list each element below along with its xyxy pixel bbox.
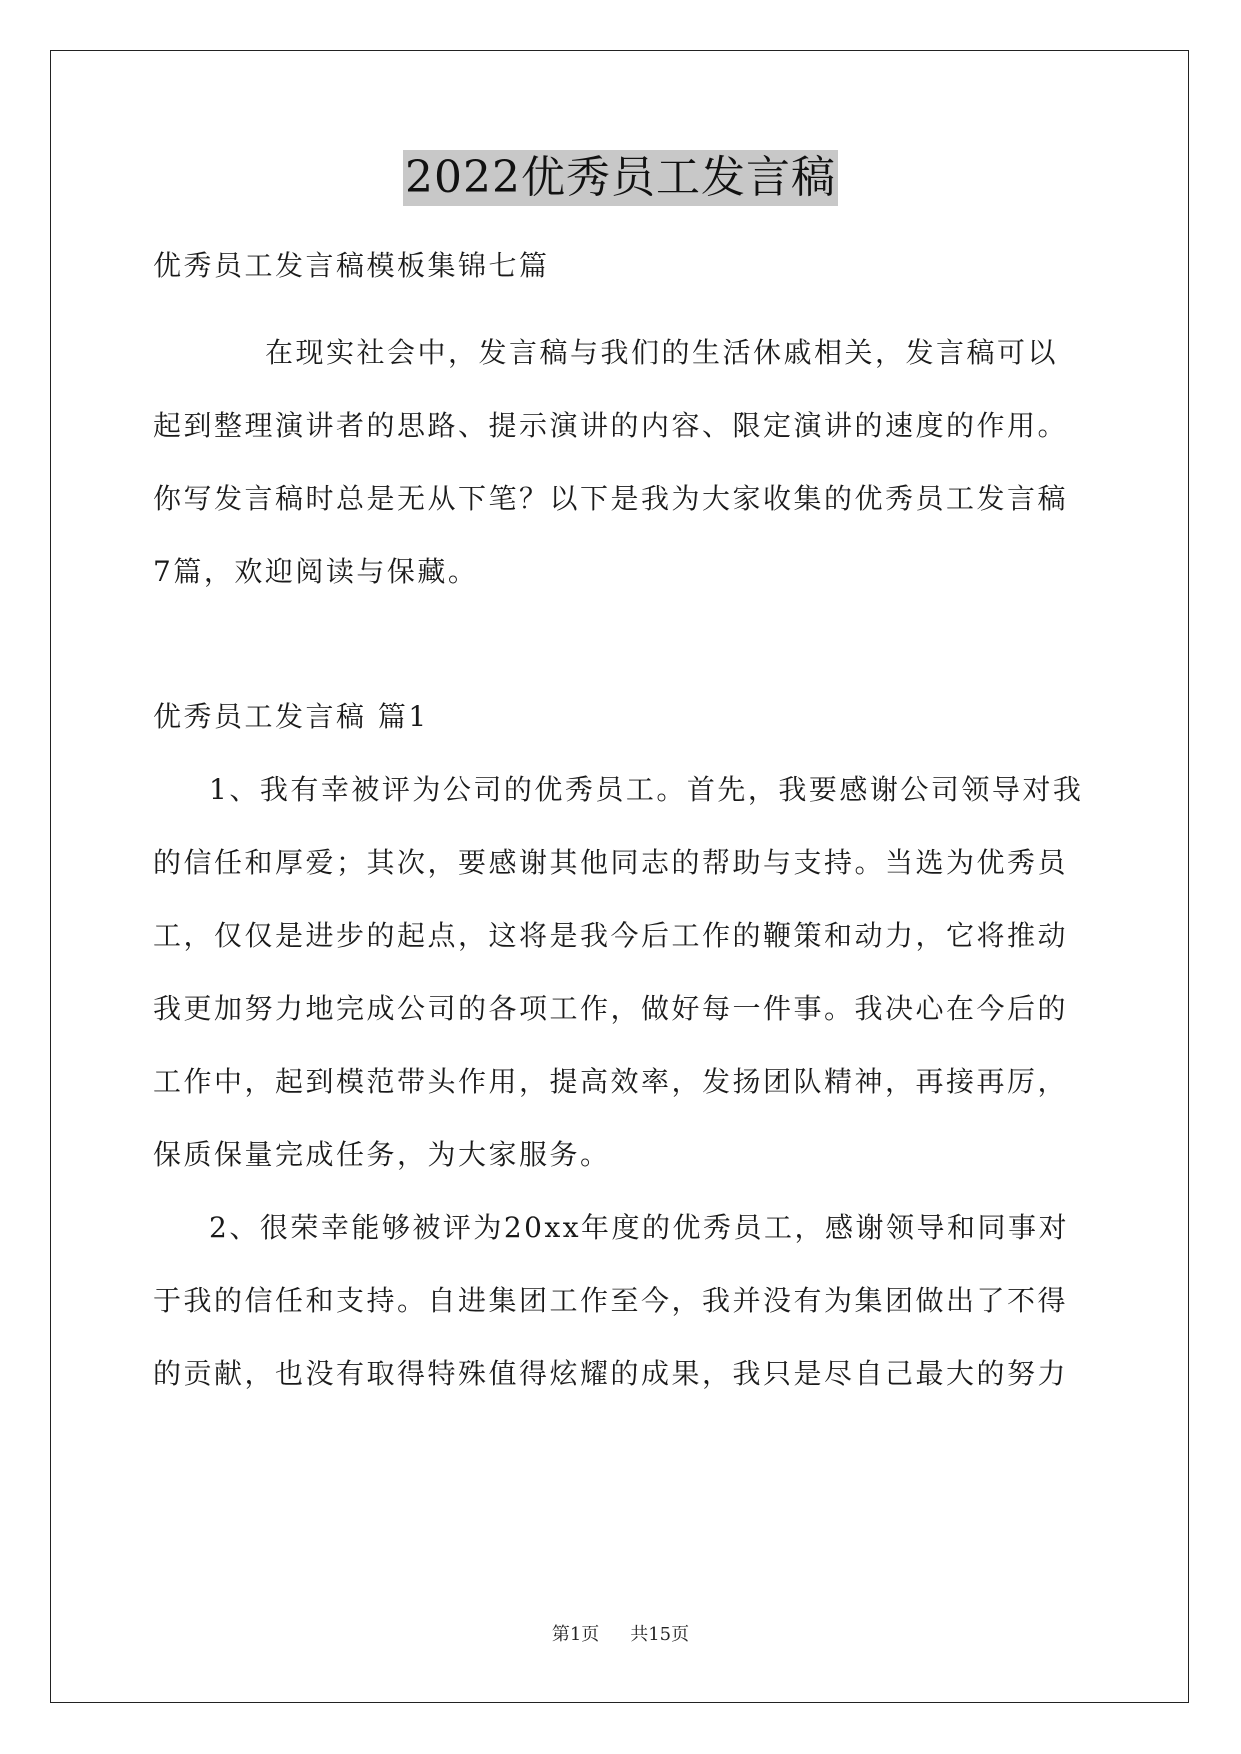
section-heading: 优秀员工发言稿 篇1 — [153, 700, 429, 733]
paragraph-line: 的贡献，也没有取得特殊值得炫耀的成果，我只是尽自己最大的努力 — [153, 1357, 1069, 1390]
page-footer — [0, 1620, 1241, 1646]
paragraph-line: 的信任和厚爱；其次，要感谢其他同志的帮助与支持。当选为优秀员 — [153, 846, 1069, 879]
paragraph-line: 于我的信任和支持。自进集团工作至今，我并没有为集团做出了不得 — [153, 1284, 1069, 1317]
total-pages: 共15页 — [630, 1624, 690, 1645]
paragraph-line: 1、我有幸被评为公司的优秀员工。首先，我要感谢公司领导对我 — [209, 773, 1084, 806]
document-subtitle: 优秀员工发言稿模板集锦七篇 — [153, 249, 550, 282]
page-number: 第1页 — [551, 1624, 600, 1645]
document-title: 2022优秀员工发言稿 — [403, 150, 838, 206]
title-container — [0, 150, 1241, 206]
intro-line: 7篇，欢迎阅读与保藏。 — [153, 555, 479, 588]
intro-line: 你写发言稿时总是无从下笔？以下是我为大家收集的优秀员工发言稿 — [153, 482, 1069, 515]
paragraph-line: 2、很荣幸能够被评为20xx年度的优秀员工，感谢领导和同事对 — [209, 1211, 1070, 1244]
intro-line: 起到整理演讲者的思路、提示演讲的内容、限定演讲的速度的作用。 — [153, 409, 1069, 442]
paragraph-line: 保质保量完成任务，为大家服务。 — [153, 1138, 611, 1171]
paragraph-line: 工作中，起到模范带头作用，提高效率，发扬团队精神，再接再厉， — [153, 1065, 1069, 1098]
paragraph-line: 我更加努力地完成公司的各项工作，做好每一件事。我决心在今后的 — [153, 992, 1069, 1025]
intro-line: 在现实社会中，发言稿与我们的生活休戚相关，发言稿可以 — [265, 336, 1059, 369]
paragraph-line: 工，仅仅是进步的起点，这将是我今后工作的鞭策和动力，它将推动 — [153, 919, 1069, 952]
